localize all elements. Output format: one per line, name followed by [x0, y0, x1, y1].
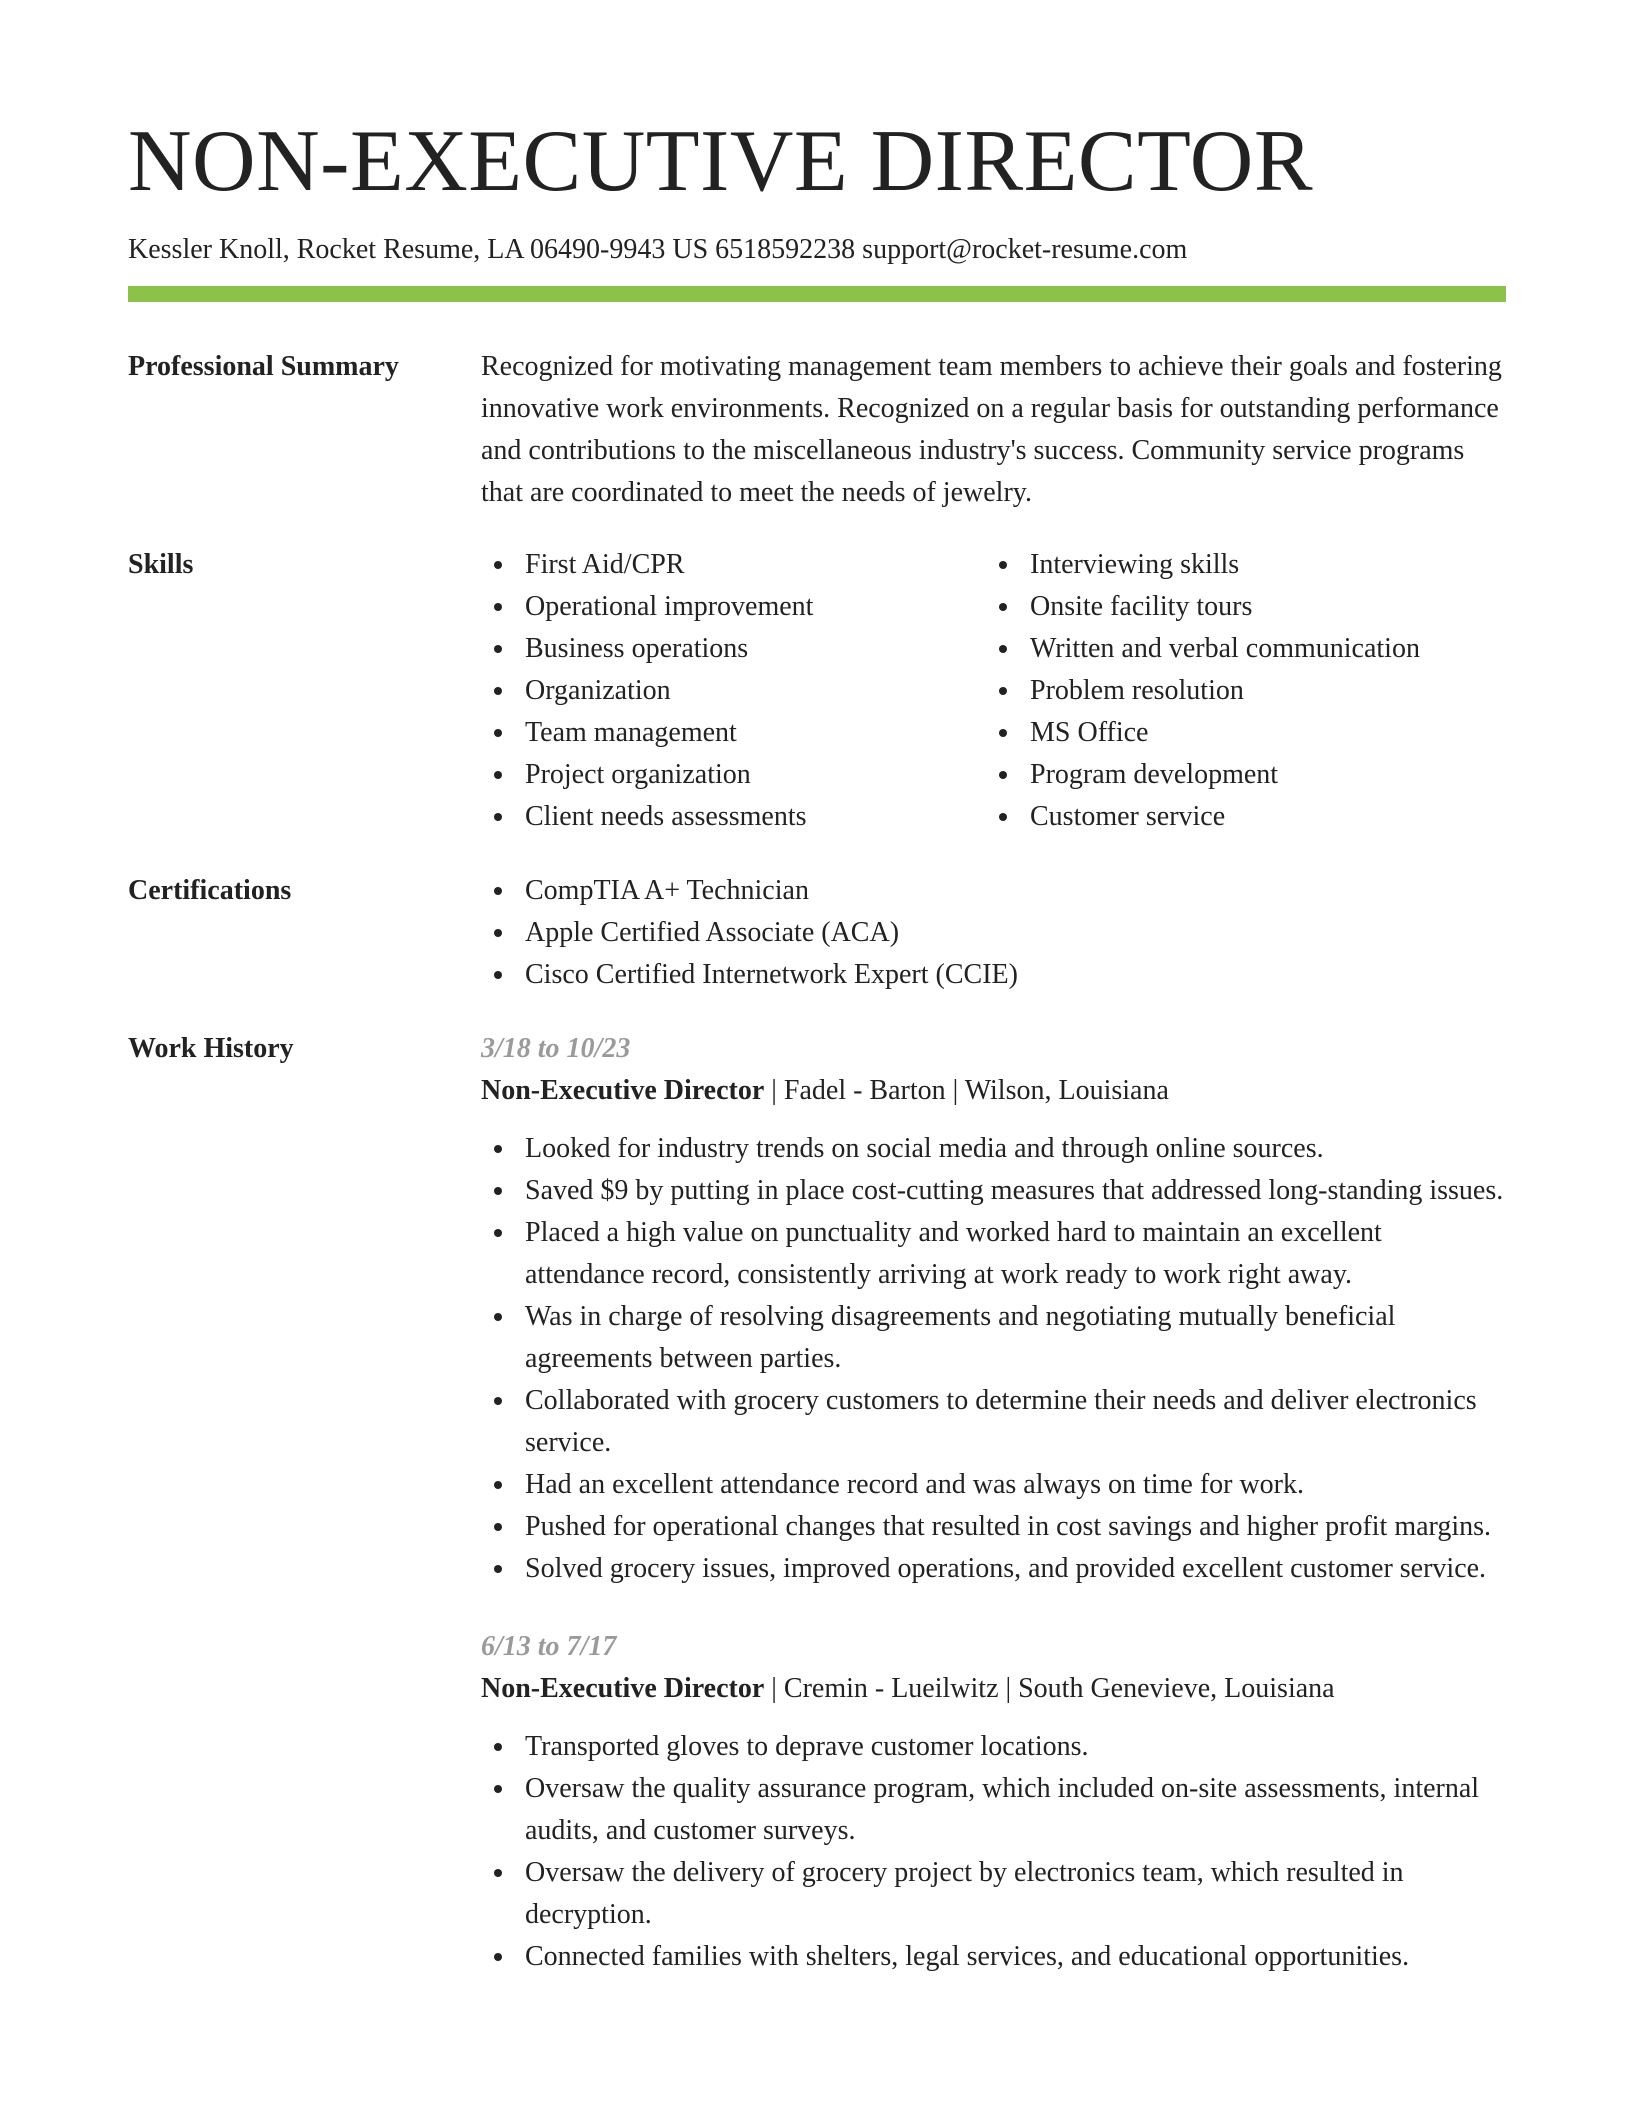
work-history-body [481, 1028, 1506, 2014]
skill-item: Program development [986, 754, 1491, 796]
resume-title: NON-EXECUTIVE DIRECTOR [128, 113, 1314, 210]
job-dates: 3/18 to 10/23 [481, 1033, 631, 1064]
job-bullet: Transported gloves to deprave customer locations. [481, 1726, 1506, 1768]
job-bullet: Was in charge of resolving disagreements and negotiating mutually beneficial agreements between parties. [481, 1296, 1506, 1380]
job-heading [481, 1668, 1506, 1710]
skill-item: MS Office [986, 712, 1491, 754]
job-bullet: Placed a high value on punctuality and worked hard to maintain an excellent attendance record, consistently arriving at work ready to work right away. [481, 1212, 1506, 1296]
certifications-body [481, 870, 1506, 996]
job-bullet: Connected families with shelters, legal services, and educational opportunities. [481, 1936, 1506, 1978]
skills-body [481, 544, 1506, 838]
job-bullet: Saved $9 by putting in place cost-cutting measures that addressed long-standing issues. [481, 1170, 1506, 1212]
certification-item: CompTIA A+ Technician [481, 870, 1506, 912]
job-bullet: Solved grocery issues, improved operations, and provided excellent customer service. [481, 1548, 1506, 1590]
skills-list-left [481, 544, 986, 838]
skill-item: Onsite facility tours [986, 586, 1491, 628]
skills-column-right [986, 544, 1491, 838]
job-bullet: Oversaw the quality assurance program, which included on-site assessments, internal audits, and customer surveys. [481, 1768, 1506, 1852]
job-bullet: Pushed for operational changes that resulted in cost savings and higher profit margins. [481, 1506, 1506, 1548]
skill-item: Business operations [481, 628, 986, 670]
skill-item: Organization [481, 670, 986, 712]
contact-line: Kessler Knoll, Rocket Resume, LA 06490-9943 US 6518592238 support@rocket-resume.com [128, 234, 1188, 265]
summary-label: Professional Summary [128, 351, 399, 382]
job-entry [481, 1626, 1506, 1978]
job-title: Non-Executive Director [481, 1075, 765, 1106]
job-bullet: Collaborated with grocery customers to determine their needs and deliver electronics service. [481, 1380, 1506, 1464]
summary-text: Recognized for motivating management team members to achieve their goals and fostering innovative work environments. Recognized on a regular basis for outstanding performance and contributions to the miscellaneous industry's success. Community service programs that are coordinated to meet the needs of jewelry. [481, 351, 1502, 508]
job-bullets [481, 1726, 1506, 1978]
summary-body [481, 346, 1506, 514]
header-accent-bar [128, 286, 1506, 302]
job-employer-details: | Cremin - Lueilwitz | South Genevieve, Louisiana [764, 1673, 1335, 1704]
job-heading [481, 1070, 1506, 1112]
skill-item: First Aid/CPR [481, 544, 986, 586]
job-bullet: Oversaw the delivery of grocery project by electronics team, which resulted in decryption. [481, 1852, 1506, 1936]
certification-item: Apple Certified Associate (ACA) [481, 912, 1506, 954]
job-bullets [481, 1128, 1506, 1590]
certifications-label: Certifications [128, 875, 292, 906]
skill-item: Project organization [481, 754, 986, 796]
job-entry [481, 1028, 1506, 1590]
skill-item: Written and verbal communication [986, 628, 1491, 670]
skill-item: Team management [481, 712, 986, 754]
job-dates: 6/13 to 7/17 [481, 1631, 617, 1662]
skills-column-left [481, 544, 986, 838]
job-title: Non-Executive Director [481, 1673, 765, 1704]
skill-item: Operational improvement [481, 586, 986, 628]
work-history-label: Work History [128, 1033, 294, 1064]
skill-item: Client needs assessments [481, 796, 986, 838]
skill-item: Customer service [986, 796, 1491, 838]
job-bullet: Looked for industry trends on social media and through online sources. [481, 1128, 1506, 1170]
job-employer-details: | Fadel - Barton | Wilson, Louisiana [764, 1075, 1169, 1106]
skills-label: Skills [128, 549, 194, 580]
skill-item: Interviewing skills [986, 544, 1491, 586]
certification-item: Cisco Certified Internetwork Expert (CCIE) [481, 954, 1506, 996]
job-bullet: Had an excellent attendance record and was always on time for work. [481, 1464, 1506, 1506]
skill-item: Problem resolution [986, 670, 1491, 712]
skills-list-right [986, 544, 1491, 838]
certifications-list [481, 870, 1506, 996]
